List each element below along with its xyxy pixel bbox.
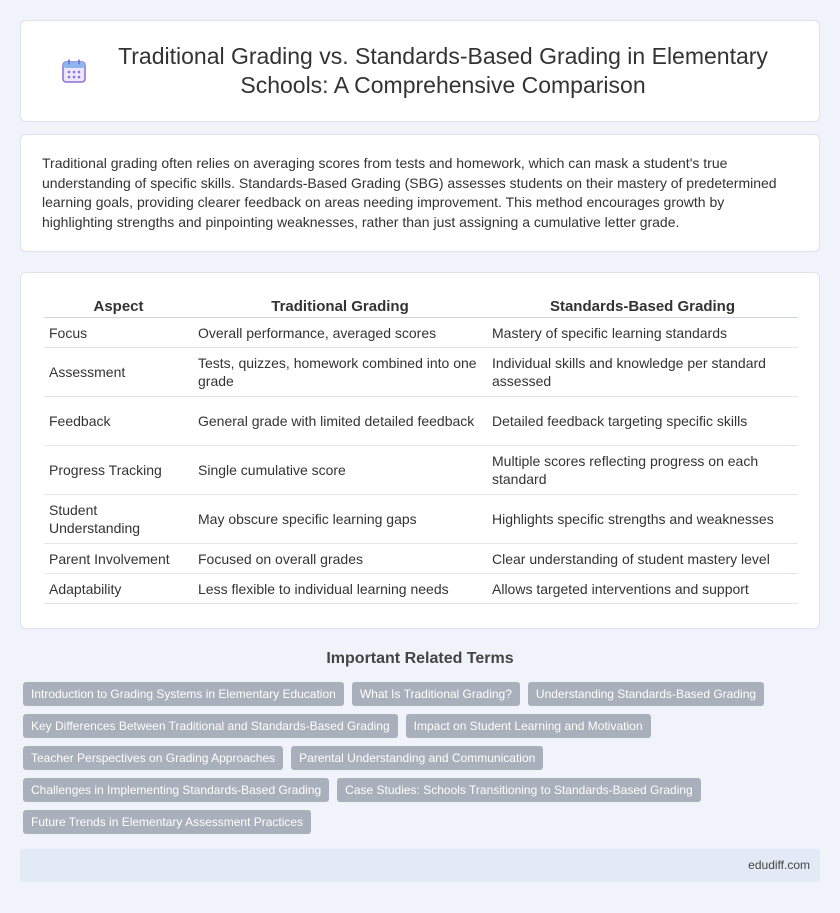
cell-aspect: Assessment — [44, 348, 193, 397]
cell-traditional: Focused on overall grades — [193, 544, 487, 574]
header-standards-based: Standards-Based Grading — [487, 295, 798, 318]
intro-paragraph: Traditional grading often relies on averaging scores from tests and homework, which can mask a student's true understanding of specific skills. Standards-Based Grading (SBG) assesses students on their mastery of predetermined learning goals, providing clearer feedback on areas needing improvement. This method encourages growth by highlighting strengths and pinpointing weaknesses, rather than just assigning a cumulative letter grade. — [42, 155, 777, 230]
related-term-tag[interactable]: Teacher Perspectives on Grading Approaches — [23, 746, 283, 770]
related-term-tag[interactable]: Challenges in Implementing Standards-Based Grading — [23, 778, 329, 802]
cell-aspect: Focus — [44, 318, 193, 348]
related-terms-title: Important Related Terms — [326, 650, 514, 667]
calendar-icon — [61, 58, 87, 84]
related-term-tag[interactable]: Case Studies: Schools Transitioning to Standards-Based Grading — [337, 778, 701, 802]
cell-traditional: May obscure specific learning gaps — [193, 495, 487, 544]
cell-traditional: Tests, quizzes, homework combined into one grade — [193, 348, 487, 397]
cell-aspect: Feedback — [44, 397, 193, 446]
related-term-tag[interactable]: Understanding Standards-Based Grading — [528, 682, 764, 706]
footer — [20, 849, 820, 882]
header-traditional: Traditional Grading — [193, 295, 487, 318]
comparison-table — [44, 295, 798, 604]
related-term-tag[interactable]: Impact on Student Learning and Motivation — [406, 714, 651, 738]
cell-aspect: Progress Tracking — [44, 446, 193, 495]
table-row — [44, 495, 798, 544]
page-title: Traditional Grading vs. Standards-Based Grading in Elementary Schools: A Comprehensive Comparison — [118, 43, 768, 98]
related-term-tag[interactable]: What Is Traditional Grading? — [352, 682, 520, 706]
cell-aspect: Student Understanding — [44, 495, 193, 544]
table-header-row — [44, 295, 798, 318]
footer-brand[interactable]: edudiff.com — [748, 858, 810, 872]
cell-standards-based: Individual skills and knowledge per standard assessed — [487, 348, 798, 397]
cell-standards-based: Highlights specific strengths and weaknesses — [487, 495, 798, 544]
table-row — [44, 318, 798, 348]
related-term-tag[interactable]: Key Differences Between Traditional and Standards-Based Grading — [23, 714, 398, 738]
table-row — [44, 397, 798, 446]
cell-traditional: Less flexible to individual learning needs — [193, 574, 487, 604]
cell-traditional: General grade with limited detailed feedback — [193, 397, 487, 446]
cell-standards-based: Multiple scores reflecting progress on each standard — [487, 446, 798, 495]
comparison-table-card — [20, 272, 820, 629]
table-row — [44, 544, 798, 574]
cell-standards-based: Allows targeted interventions and support — [487, 574, 798, 604]
table-row — [44, 446, 798, 495]
related-term-tag[interactable]: Parental Understanding and Communication — [291, 746, 543, 770]
intro-card — [20, 134, 820, 252]
related-term-tag[interactable]: Introduction to Grading Systems in Elementary Education — [23, 682, 344, 706]
header-aspect: Aspect — [44, 295, 193, 318]
cell-traditional: Single cumulative score — [193, 446, 487, 495]
cell-standards-based: Mastery of specific learning standards — [487, 318, 798, 348]
cell-aspect: Parent Involvement — [44, 544, 193, 574]
table-row — [44, 574, 798, 604]
cell-standards-based: Detailed feedback targeting specific skills — [487, 397, 798, 446]
related-terms-list — [23, 682, 803, 834]
table-row — [44, 348, 798, 397]
title-card — [20, 20, 820, 122]
cell-traditional: Overall performance, averaged scores — [193, 318, 487, 348]
cell-standards-based: Clear understanding of student mastery level — [487, 544, 798, 574]
related-term-tag[interactable]: Future Trends in Elementary Assessment Practices — [23, 810, 311, 834]
cell-aspect: Adaptability — [44, 574, 193, 604]
title-wrap — [61, 42, 779, 100]
